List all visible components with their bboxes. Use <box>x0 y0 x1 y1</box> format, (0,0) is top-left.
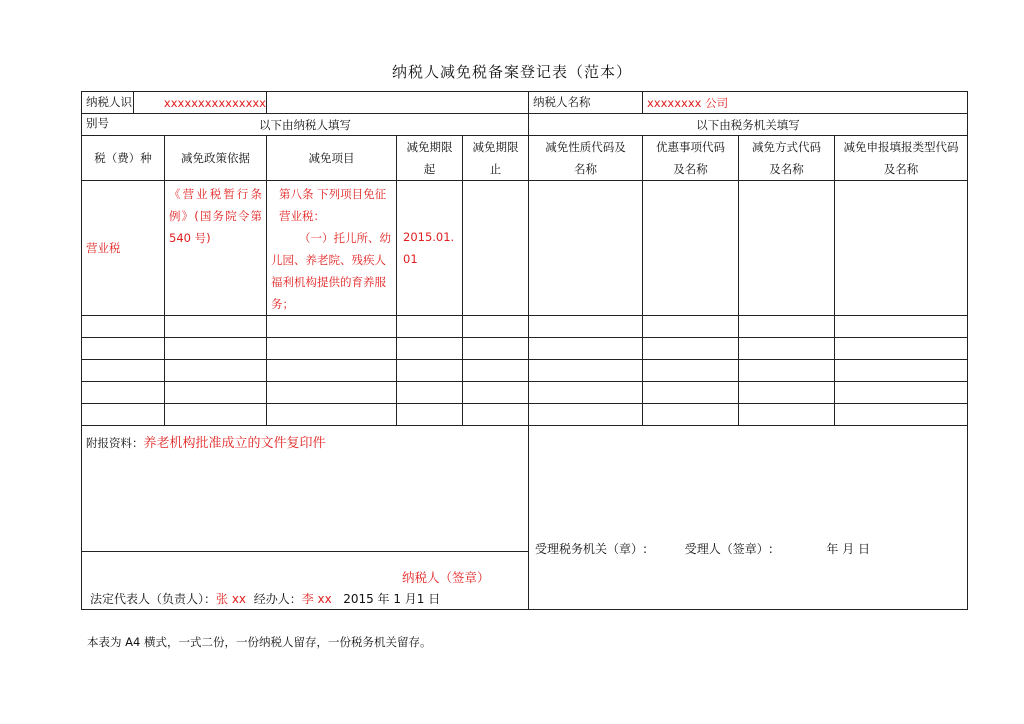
col-period-start: 减免期限起 <box>397 136 463 181</box>
table-row <box>82 316 968 338</box>
row1-tax-type: 营业税 <box>82 181 165 316</box>
taxpayer-name-cell <box>529 92 968 114</box>
table-row <box>82 382 968 404</box>
row1-nature-code <box>529 181 643 316</box>
taxpayer-id-value: xxxxxxxxxxxxxxx <box>163 95 266 110</box>
row1-period-start: 2015.01.01 <box>397 181 463 316</box>
handler-label: 经办人： <box>253 592 302 606</box>
row1-period-end <box>463 181 529 316</box>
taxpayer-id-label: 纳税人识别号 <box>82 92 134 113</box>
taxpayer-id-extension <box>267 92 529 114</box>
table-row <box>82 404 968 426</box>
col-tax-type: 税（费）种 <box>82 136 165 181</box>
col-preference-code: 优惠事项代码及名称 <box>643 136 739 181</box>
filing-form-table <box>81 91 968 610</box>
authority-date: 年 月 日 <box>826 542 871 556</box>
taxpayer-seal: 纳税人（签章） <box>402 570 490 585</box>
form-title: 纳税人减免税备案登记表（范本） <box>391 63 632 81</box>
col-period-end: 减免期限止 <box>463 136 529 181</box>
col-declaration-code: 减免申报填报类型代码及名称 <box>835 136 968 181</box>
row1-declaration-code <box>835 181 968 316</box>
table-row <box>82 338 968 360</box>
handler-value: 李 xx <box>301 592 332 606</box>
row1-item-clause: （一）托儿所、幼儿园、养老院、残疾人福利机构提供的育养服务； <box>271 231 391 311</box>
authority-signature-cell <box>529 426 968 610</box>
taxpayer-name-label: 纳税人名称 <box>529 92 643 113</box>
taxpayer-id-cell <box>82 92 267 130</box>
legal-rep-line <box>90 590 440 607</box>
row1-method-code <box>739 181 835 316</box>
receiver-label: 受理人（签章）: <box>684 542 773 556</box>
table-row <box>82 360 968 382</box>
col-item: 减免项目 <box>267 136 397 181</box>
col-nature-code: 减免性质代码及名称 <box>529 136 643 181</box>
taxpayer-signature-cell <box>82 552 529 610</box>
row1-item <box>267 181 397 316</box>
row1-policy-basis: 《营业税暂行条例》(国务院令第 540 号) <box>165 181 267 316</box>
col-method-code: 减免方式代码及名称 <box>739 136 835 181</box>
taxpayer-section-header: 以下由纳税人填写 <box>82 114 529 136</box>
sign-date: 2015 年 1 月1 日 <box>343 592 441 606</box>
footnote: 本表为 A4 横式，一式二份，一份纳税人留存，一份税务机关留存。 <box>87 635 432 649</box>
attachments-cell <box>82 426 529 552</box>
legal-rep-value: 张 xx <box>216 592 247 606</box>
attachments-label: 附报资料： <box>86 436 144 450</box>
table-row <box>82 181 968 316</box>
legal-rep-label: 法定代表人（负责人）： <box>90 592 217 606</box>
authority-section-header: 以下由税务机关填写 <box>529 114 968 136</box>
col-policy-basis: 减免政策依据 <box>165 136 267 181</box>
row1-preference-code <box>643 181 739 316</box>
taxpayer-name-value: xxxxxxxx 公司 <box>647 95 729 110</box>
authority-label: 受理税务机关（章）: <box>535 542 648 556</box>
attachments-value: 养老机构批准成立的文件复印件 <box>143 436 326 451</box>
row1-item-article: 第八条 下列项目免征营业税： <box>279 187 387 223</box>
